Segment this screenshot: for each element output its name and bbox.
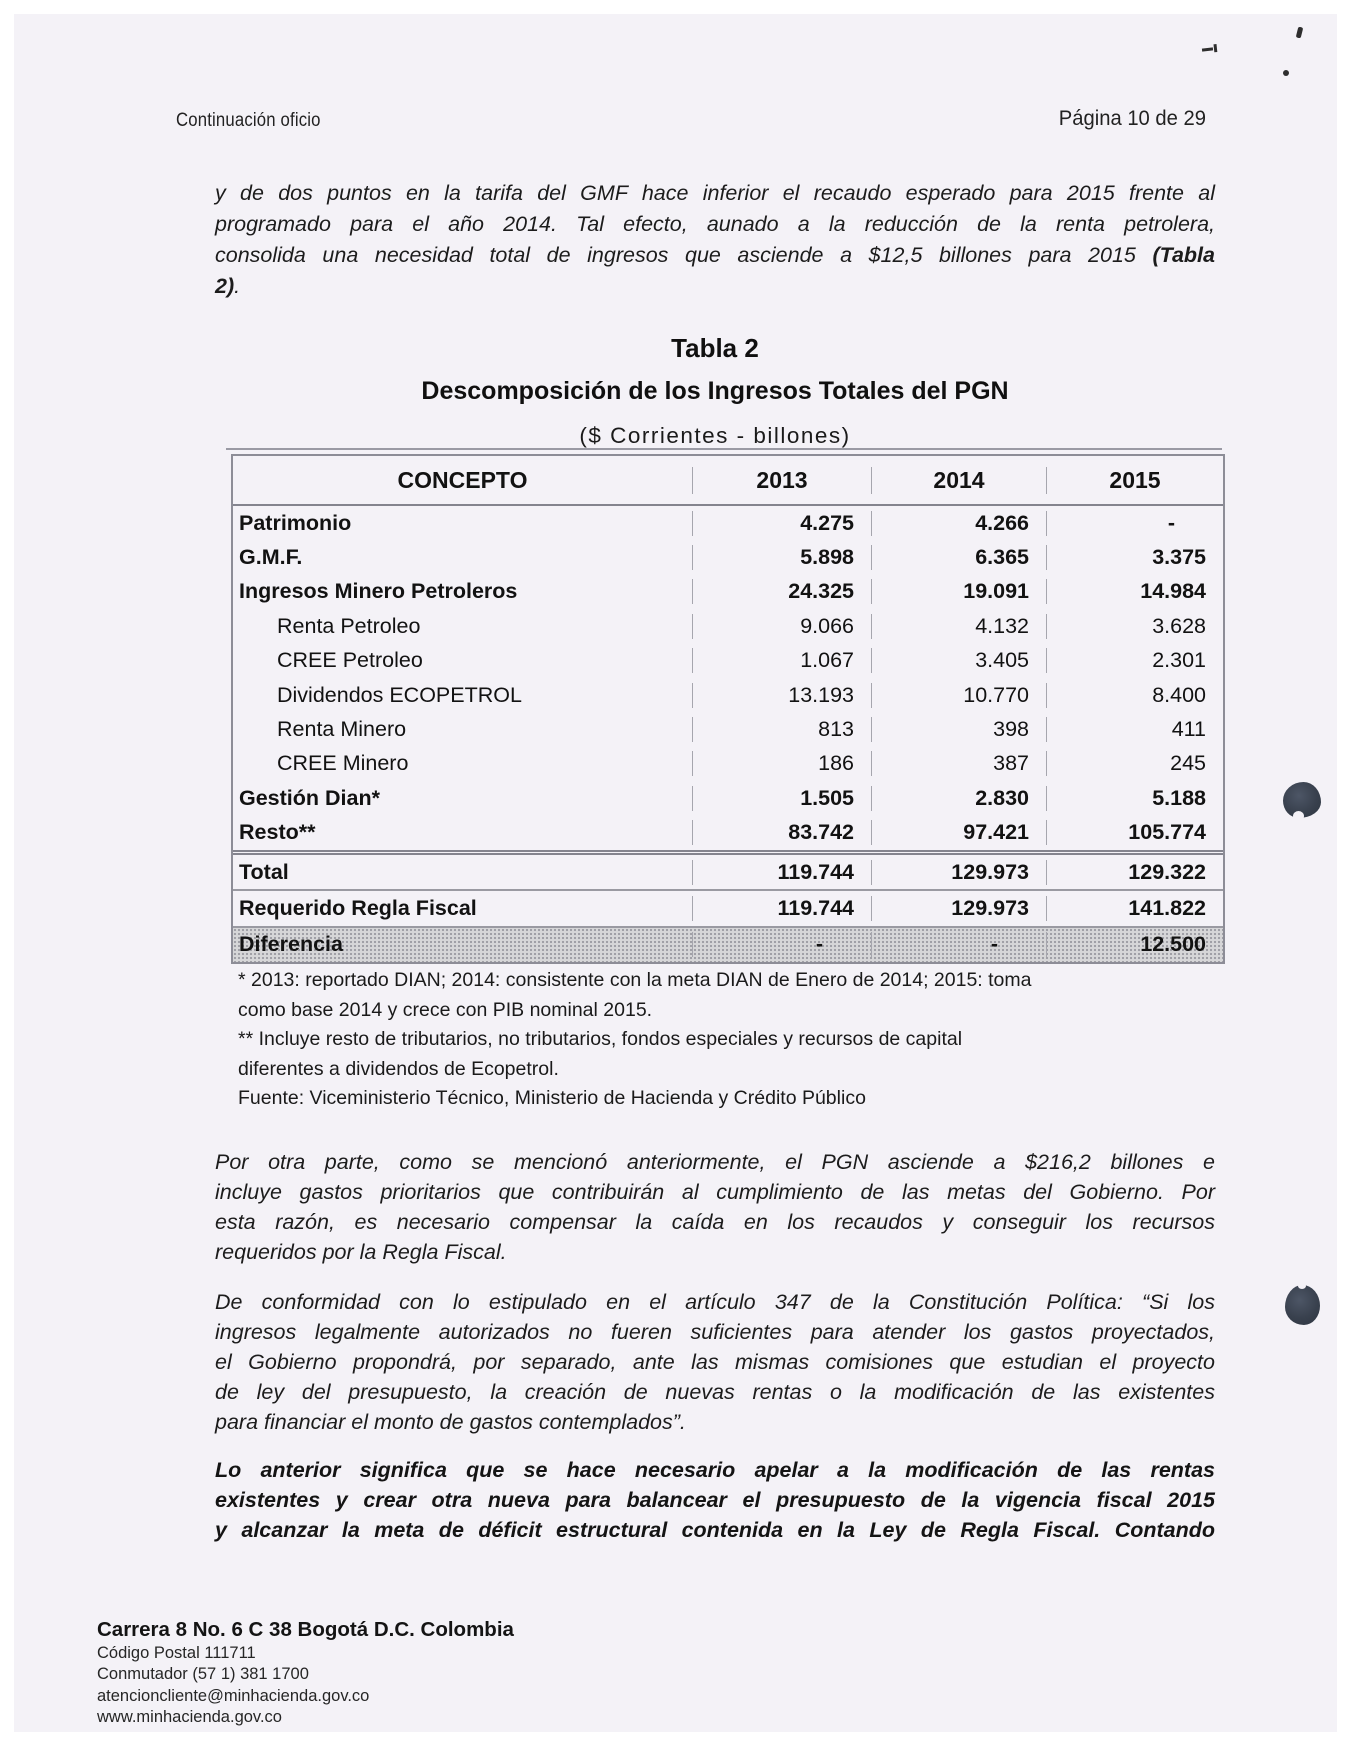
table-row — [233, 506, 1223, 540]
row-label: CREE Minero — [277, 751, 409, 776]
paragraph-intro — [215, 178, 1215, 302]
row-label: Patrimonio — [239, 510, 352, 535]
paragraph-line: existentes y crear otra nueva para balancear el presupuesto de la vigencia fiscal 2015 — [215, 1488, 1215, 1512]
value-cell: 186 — [692, 751, 871, 776]
row-label: Ingresos Minero Petroleros — [239, 579, 518, 604]
value-cell: 245 — [1046, 751, 1223, 776]
column-header: CONCEPTO — [397, 466, 528, 493]
value-cell: 4.266 — [871, 511, 1046, 536]
footer-line: atencioncliente@minhacienda.gov.co — [97, 1686, 370, 1705]
row-label: Requerido Regla Fiscal — [239, 895, 477, 920]
paragraph-lo-anterior — [215, 1455, 1215, 1545]
paragraph-line: y alcanzar la meta de déficit estructural contenida en la Ley de Regla Fiscal. Contando — [215, 1518, 1215, 1542]
value-cell: 9.066 — [692, 614, 871, 639]
value-cell: 5.188 — [1046, 786, 1223, 811]
paragraph-line: requeridos por la Regla Fiscal. — [215, 1240, 507, 1264]
footer-contact-lines — [97, 1643, 514, 1728]
value-cell: 2.301 — [1046, 648, 1223, 673]
paragraph-line: de ley del presupuesto, la creación de nuevas rentas o la modificación de las existentes — [215, 1380, 1215, 1404]
table-title: Tabla 2 — [671, 333, 759, 363]
ingresos-table — [231, 454, 1225, 964]
value-cell: 813 — [692, 717, 871, 742]
paragraph-line: programado para el año 2014. Tal efecto, aunado a la reducción de la renta petrolera, — [215, 212, 1215, 236]
table-footnotes — [238, 966, 1178, 1114]
ink-speck — [1283, 70, 1289, 76]
table-row — [233, 926, 1223, 962]
table-row — [233, 609, 1223, 643]
paragraph-line: esta razón, es necesario compensar la caída en los recaudos y conseguir los recursos — [215, 1210, 1215, 1234]
value-cell: - — [692, 932, 871, 957]
paragraph-line: ingresos legalmente autorizados no fueren suficientes para atender los gastos proyectados, — [215, 1320, 1215, 1344]
table-row — [233, 712, 1223, 746]
table-header-row — [233, 456, 1223, 506]
ink-blob — [1285, 1285, 1320, 1325]
value-cell: - — [871, 932, 1046, 957]
value-cell: 105.774 — [1046, 820, 1223, 845]
row-label: Gestión Dian* — [239, 785, 380, 810]
row-label: Renta Petroleo — [277, 613, 421, 638]
value-cell: 119.744 — [692, 896, 871, 921]
table-top-rule — [226, 448, 1222, 450]
value-cell: 387 — [871, 751, 1046, 776]
value-cell: 97.421 — [871, 820, 1046, 845]
paragraph-line: Por otra parte, como se mencionó anteriormente, el PGN asciende a $216,2 billones e — [215, 1150, 1215, 1174]
letterhead-footer — [97, 1617, 514, 1728]
value-cell: 5.898 — [692, 545, 871, 570]
column-header: 2014 — [871, 467, 1046, 494]
table-row — [233, 678, 1223, 712]
table-row — [233, 644, 1223, 678]
footnote-line: ** Incluye resto de tributarios, no tributarios, fondos especiales y recursos de capital — [238, 1028, 963, 1050]
table-row — [233, 816, 1223, 850]
value-cell: 10.770 — [871, 683, 1046, 708]
value-cell: 3.405 — [871, 648, 1046, 673]
value-cell: 13.193 — [692, 683, 871, 708]
footer-line: Conmutador (57 1) 381 1700 — [97, 1665, 309, 1684]
continuation-label: Continuación oficio — [176, 110, 321, 131]
footer-line: Código Postal 111711 — [97, 1644, 256, 1662]
ink-blob — [1283, 782, 1321, 818]
value-cell: 129.322 — [1046, 860, 1223, 885]
column-header: 2013 — [692, 467, 871, 494]
footnote-line: Fuente: Viceministerio Técnico, Ministerio de Hacienda y Crédito Público — [238, 1087, 866, 1109]
paragraph-line: el Gobierno propondrá, por separado, ante las mismas comisiones que estudian el proyecto — [215, 1350, 1215, 1374]
footnote-line: diferentes a dividendos de Ecopetrol. — [238, 1057, 559, 1080]
value-cell: 141.822 — [1046, 896, 1223, 921]
value-cell: 4.275 — [692, 511, 871, 536]
column-header: 2015 — [1046, 467, 1223, 494]
paragraph-line: y de dos puntos en la tarifa del GMF hace inferior el recaudo esperado para 2015 frente al — [215, 181, 1215, 205]
table-row — [233, 575, 1223, 609]
footnote-line: como base 2014 y crece con PIB nominal 2015. — [238, 998, 653, 1021]
paragraph-line: incluye gastos prioritarios que contribuirán al cumplimiento de las metas del Gobierno. Por — [215, 1180, 1215, 1204]
row-label: Total — [239, 859, 289, 884]
value-cell: 129.973 — [871, 896, 1046, 921]
value-cell: 6.365 — [871, 545, 1046, 570]
paragraph-line: para financiar el monto de gastos contemplados”. — [215, 1410, 686, 1434]
paragraph-line: 2). — [215, 274, 241, 298]
table-row — [233, 850, 1223, 889]
table-row — [233, 540, 1223, 574]
paragraph-line: De conformidad con lo estipulado en el artículo 347 de la Constitución Política: “Si los — [215, 1290, 1215, 1314]
value-cell: 398 — [871, 717, 1046, 742]
value-cell: 24.325 — [692, 579, 871, 604]
value-cell: 3.375 — [1046, 545, 1223, 570]
value-cell: 83.742 — [692, 820, 871, 845]
footnote-line: * 2013: reportado DIAN; 2014: consistente con la meta DIAN de Enero de 2014; 2015: toma — [238, 969, 1032, 991]
paragraph-line: consolida una necesidad total de ingresos que asciende a $12,5 billones para 2015 (Tabla — [215, 243, 1215, 267]
value-cell: 1.067 — [692, 648, 871, 673]
table-row — [233, 747, 1223, 781]
row-label: Renta Minero — [277, 717, 407, 742]
value-cell: 8.400 — [1046, 683, 1223, 708]
table-row — [233, 781, 1223, 815]
value-cell: 19.091 — [871, 579, 1046, 604]
row-label: Dividendos ECOPETROL — [277, 682, 522, 707]
value-cell: 411 — [1046, 717, 1223, 742]
footer-address: Carrera 8 No. 6 C 38 Bogotá D.C. Colombia — [97, 1618, 514, 1641]
value-cell: 14.984 — [1046, 579, 1223, 604]
table-row — [233, 889, 1223, 925]
footer-line: www.minhacienda.gov.co — [97, 1707, 282, 1726]
value-cell: 2.830 — [871, 786, 1046, 811]
value-cell: 4.132 — [871, 614, 1046, 639]
row-label: CREE Petroleo — [277, 648, 423, 673]
table-units-label: ($ Corrientes - billones) — [579, 423, 851, 448]
value-cell: 119.744 — [692, 860, 871, 885]
row-label: Diferencia — [239, 932, 343, 957]
table-subtitle: Descomposición de los Ingresos Totales del PGN — [421, 377, 1009, 405]
page-number: Página 10 de 29 — [1058, 106, 1206, 130]
row-label: G.M.F. — [239, 545, 303, 570]
value-cell: 3.628 — [1046, 614, 1223, 639]
value-cell: 1.505 — [692, 786, 871, 811]
paragraph-line: Lo anterior significa que se hace necesario apelar a la modificación de las rentas — [215, 1458, 1215, 1482]
value-cell: - — [1046, 511, 1223, 536]
row-label: Resto** — [239, 820, 316, 845]
value-cell: 129.973 — [871, 860, 1046, 885]
paragraph-pgn — [215, 1147, 1215, 1267]
value-cell: 12.500 — [1046, 932, 1223, 957]
paragraph-constitucion — [215, 1287, 1215, 1437]
